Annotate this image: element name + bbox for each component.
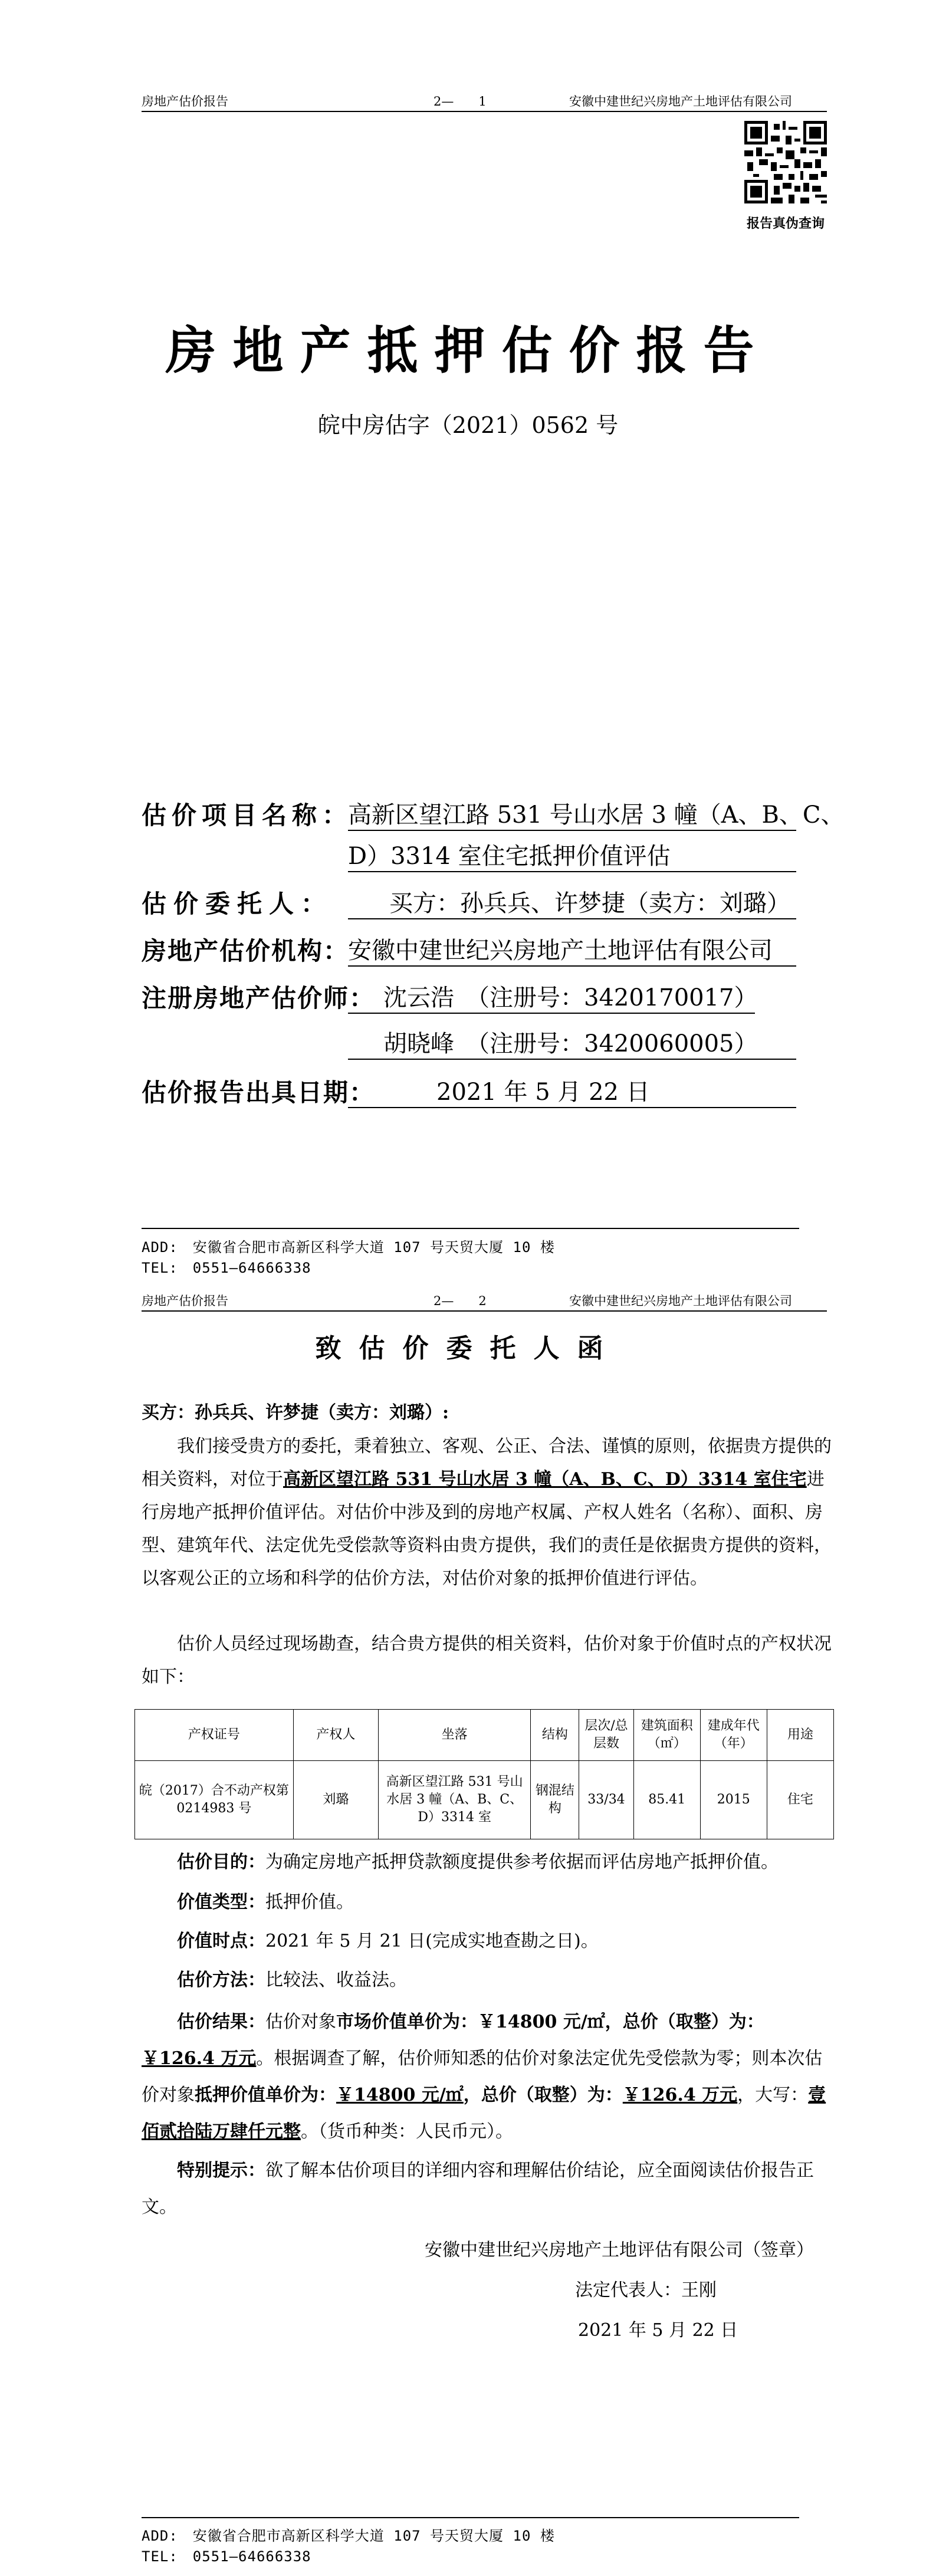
header-left: 房地产估价报告 xyxy=(142,94,228,109)
footer-phone: TEL: 0551—64666338 xyxy=(142,2548,311,2565)
value-agency: 安徽中建世纪兴房地产土地评估有限公司 xyxy=(348,932,796,967)
amount-in-words: 壹佰贰拾陆万肆仟元整 xyxy=(142,2085,826,2142)
header-left: 房地产估价报告 xyxy=(142,1294,228,1308)
td-location: 高新区望江路 531 号山水居 3 幢（A、B、C、D）3314 室 xyxy=(378,1761,530,1839)
header-rule xyxy=(142,1310,827,1312)
value-client: 买方：孙兵兵、许梦捷（卖方：刘璐） xyxy=(348,885,796,919)
market-unit-price: 市场价值单价为：￥14800 元/㎡ xyxy=(336,2012,605,2032)
qr-code-icon[interactable] xyxy=(744,121,827,203)
footer-phone: TEL: 0551—64666338 xyxy=(142,1260,311,1276)
addressee: 买方：孙兵兵、许梦捷（卖方：刘璐）: xyxy=(142,1402,449,1423)
paragraph-survey: 估价人员经过现场勘查，结合贵方提供的相关资料，估价对象于价值时点的产权状况如下： xyxy=(142,1634,832,1687)
footer-rule xyxy=(142,2517,799,2518)
table-row xyxy=(135,1761,834,1839)
label-agency: 房地产估价机构： xyxy=(142,937,350,965)
purpose-line: 估价目的：为确定房地产抵押贷款额度提供参考依据而评估房地产抵押价值。 xyxy=(177,1852,779,1872)
label-client: 估价委托人： xyxy=(142,889,333,918)
report-number: 皖中房估字（2021）0562 号 xyxy=(317,412,619,438)
th-floor: 层次/总层数 xyxy=(579,1710,633,1761)
th-use: 用途 xyxy=(767,1710,833,1761)
mortgage-total-price: ￥126.4 万元 xyxy=(622,2085,738,2105)
footer-address: ADD: 安徽省合肥市高新区科学大道 107 号天贸大厦 10 楼 xyxy=(142,1239,555,1256)
td-floor: 33/34 xyxy=(579,1761,633,1839)
value-appraiser-2: 胡晓峰 （注册号：3420060005） xyxy=(348,1025,796,1060)
value-issue-date: 2021 年 5 月 22 日 xyxy=(348,1073,796,1108)
property-address: 高新区望江路 531 号山水居 3 幢（A、B、C、D）3314 室住宅 xyxy=(283,1469,807,1490)
header-right: 安徽中建世纪兴房地产土地评估有限公司 xyxy=(569,1294,792,1308)
report-title: 房地产抵押估价报告 xyxy=(165,321,771,380)
signature-company: 安徽中建世纪兴房地产土地评估有限公司（签章） xyxy=(425,2240,814,2260)
header-right: 安徽中建世纪兴房地产土地评估有限公司 xyxy=(569,94,792,109)
footer-rule xyxy=(142,1228,799,1229)
th-location: 坐落 xyxy=(378,1710,530,1761)
footer-address: ADD: 安徽省合肥市高新区科学大道 107 号天贸大厦 10 楼 xyxy=(142,2528,555,2544)
mortgage-unit-price: ￥14800 元/㎡ xyxy=(336,2085,464,2105)
label-appraisers: 注册房地产估价师： xyxy=(142,984,376,1013)
table-header-row xyxy=(135,1710,834,1761)
value-project-name-line1: 高新区望江路 531 号山水居 3 幢（A、B、C、 xyxy=(348,796,796,831)
qr-caption: 报告真伪查询 xyxy=(746,216,825,231)
value-time-line: 价值时点：2021 年 5 月 21 日(完成实地查勘之日)。 xyxy=(177,1931,599,1951)
signature-date: 2021 年 5 月 22 日 xyxy=(578,2320,738,2341)
property-table xyxy=(134,1709,834,1839)
header-rule xyxy=(142,111,827,112)
td-use: 住宅 xyxy=(767,1761,833,1839)
paragraph-intro: 我们接受贵方的委托，秉着独立、客观、公正、合法、谨慎的原则，依据贵方提供的相关资料，对位于高新区望江路 531 号山水居 3 幢（A、B、C、D）3314 室住宅进行房地产抵押价值评估。对估价中涉及到的房地产权属、产权人姓名（名称）、面积、房型、建筑年代、法定优先受偿款等资料由贵方提供，我们的责任是依据贵方提供的资料，以客观公正的立场和科学的估价方法，对估价对象的抵押价值进行评估。 xyxy=(142,1436,832,1589)
th-cert: 产权证号 xyxy=(135,1710,294,1761)
result-paragraph: 估价结果：估价对象市场价值单价为：￥14800 元/㎡，总价（取整）为：￥126.4 万元。根据调查了解，估价师知悉的估价对象法定优先受偿款为零；则本次估价对象抵押价值单价为：￥14800 元/㎡，总价（取整）为：￥126.4 万元，大写：壹佰贰拾陆万肆仟元整。（货币种类：人民币元）。 xyxy=(142,2012,826,2142)
special-note: 特别提示：欲了解本估价项目的详细内容和理解估价结论，应全面阅读估价报告正文。 xyxy=(142,2160,814,2217)
value-appraiser-1: 沈云浩 （注册号：3420170017） xyxy=(348,979,755,1014)
td-owner: 刘璐 xyxy=(293,1761,378,1839)
method-line: 估价方法：比较法、收益法。 xyxy=(177,1970,407,1990)
value-project-name-line2: D）3314 室住宅抵押价值评估 xyxy=(348,837,796,872)
signature-representative: 法定代表人：王刚 xyxy=(575,2280,717,2301)
td-structure: 钢混结构 xyxy=(531,1761,579,1839)
td-year: 2015 xyxy=(700,1761,767,1839)
th-owner: 产权人 xyxy=(293,1710,378,1761)
label-project-name: 估价项目名称： xyxy=(142,801,353,830)
market-total-price: ￥126.4 万元 xyxy=(142,2048,257,2069)
th-structure: 结构 xyxy=(531,1710,579,1761)
td-area: 85.41 xyxy=(633,1761,700,1839)
header-page-number: 2— 2 xyxy=(433,1294,487,1308)
header-page-number: 2— 1 xyxy=(433,94,487,109)
td-cert: 皖（2017）合不动产权第 0214983 号 xyxy=(135,1761,294,1839)
th-year: 建成年代（年） xyxy=(700,1710,767,1761)
label-issue-date: 估价报告出具日期： xyxy=(142,1078,376,1107)
letter-title: 致估价委托人函 xyxy=(315,1333,621,1363)
value-type-line: 价值类型：抵押价值。 xyxy=(177,1892,354,1913)
th-area: 建筑面积（㎡） xyxy=(633,1710,700,1761)
